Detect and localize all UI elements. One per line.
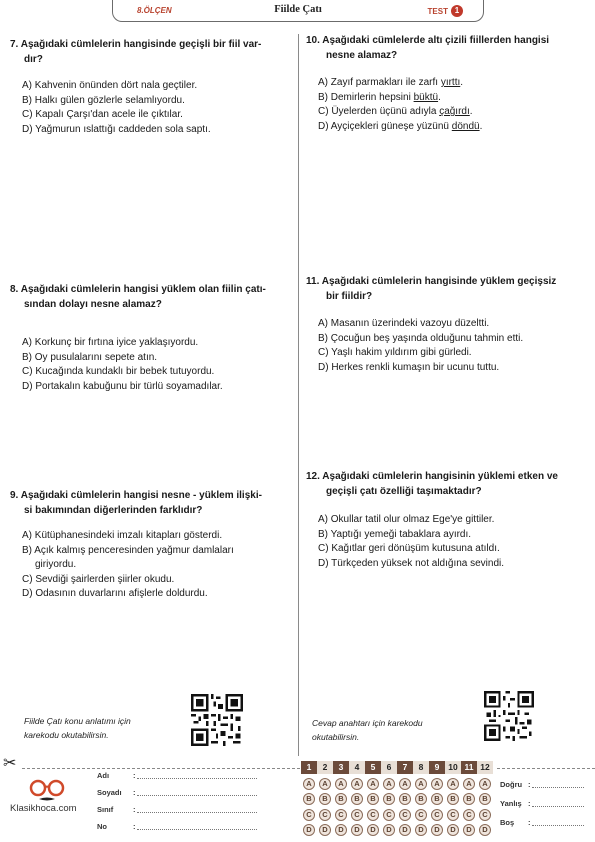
bubble-row	[301, 776, 495, 791]
option-c[interactable]: C) Kapalı Çarşı'dan acele ile çıktılar.	[22, 109, 183, 120]
options-list	[306, 76, 591, 134]
answer-bubble[interactable]: C	[413, 807, 429, 822]
answer-bubble[interactable]: C	[333, 807, 349, 822]
option-a[interactable]: A) Kahvenin önünden dört nala geçtiler.	[22, 80, 198, 91]
score-wrong[interactable]: Yanlış :	[500, 797, 590, 816]
question-number: 11	[461, 761, 477, 774]
answer-bubble[interactable]: B	[397, 792, 413, 807]
answer-bubble[interactable]: B	[445, 792, 461, 807]
answer-bubble[interactable]: C	[477, 807, 493, 822]
question-12	[306, 470, 591, 571]
option-d[interactable]: D) Portakalın kabuğunu bir türlü soyamadılar.	[22, 380, 223, 392]
option-c[interactable]: C) Kağıtlar geri dönüşüm kutusuna atıldı.	[318, 543, 500, 554]
answer-bubble[interactable]: D	[381, 823, 397, 838]
qr-note-lesson: Fiilde Çatı konu anlatımı için karekodu okutabilirsin.	[24, 716, 131, 740]
options-list	[10, 336, 292, 394]
answer-bubble[interactable]: C	[365, 807, 381, 822]
question-number: 9	[429, 761, 445, 774]
option-b[interactable]: B) Açık kalmış penceresinden yağmur damlaları giriyordu.	[22, 544, 234, 570]
answer-bubble[interactable]: A	[317, 776, 333, 791]
answer-bubble[interactable]: D	[317, 823, 333, 838]
answer-bubble[interactable]: A	[461, 776, 477, 791]
logo-text: Klasikhoca.com	[10, 803, 77, 814]
question-title: 7. Aşağıdaki cümlelerin hangisinde geçişli bir fiil var- dır?	[10, 39, 262, 65]
question-number: 10	[445, 761, 461, 774]
option-d[interactable]: D) Herkes renkli kumaşın bir ucunu tuttu.	[318, 361, 500, 373]
answer-bubble[interactable]: D	[445, 823, 461, 838]
score-box	[500, 778, 590, 835]
answer-bubble[interactable]: A	[333, 776, 349, 791]
field-name[interactable]: Adı :	[97, 768, 297, 785]
scissors-icon: ✂	[3, 755, 17, 772]
options-list	[10, 79, 292, 137]
option-c[interactable]: C) Üyelerden üçünü adıyla çağırdı.	[318, 106, 473, 117]
qr-note-answers: Cevap anahtarı için karekodu okutabilirsin.	[312, 718, 423, 742]
option-a[interactable]: A) Masanın üzerindeki vazoyu düzeltti.	[318, 318, 490, 329]
option-d[interactable]: D) Yağmurun ıslattığı caddeden sola saptı.	[22, 123, 211, 135]
options-list	[10, 529, 292, 602]
answer-numbers	[301, 761, 495, 774]
answer-bubble[interactable]: A	[397, 776, 413, 791]
question-number: 6	[381, 761, 397, 774]
question-number: 4	[349, 761, 365, 774]
option-b[interactable]: B) Oy pusulalarını sepete atın.	[22, 351, 158, 363]
answer-bubble[interactable]: D	[301, 823, 317, 838]
answer-bubble[interactable]: C	[381, 807, 397, 822]
answer-bubble[interactable]: C	[317, 807, 333, 822]
test-badge	[428, 5, 463, 17]
question-number: 1	[301, 761, 317, 774]
question-title: 8. Aşağıdaki cümlelerin hangisi yüklem olan fiilin çatı- sından dolayı nesne alamaz?	[10, 284, 266, 310]
question-8	[10, 283, 292, 394]
answer-bubble[interactable]: C	[429, 807, 445, 822]
option-a[interactable]: A) Okullar tatil olur olmaz Ege'ye gittiler.	[318, 514, 495, 525]
answer-bubble[interactable]: A	[381, 776, 397, 791]
question-number: 2	[317, 761, 333, 774]
option-b[interactable]: B) Çocuğun beş yaşında olduğunu tahmin etti.	[318, 332, 524, 344]
answer-bubble[interactable]: A	[349, 776, 365, 791]
question-title: 12. Aşağıdaki cümlelerin hangisinin yüklemi etken ve geçişli çatı özelliği taşımaktadır?	[306, 471, 558, 497]
bubble-row	[301, 823, 495, 838]
answer-bubble[interactable]: B	[317, 792, 333, 807]
answer-bubble[interactable]: B	[333, 792, 349, 807]
answer-bubble[interactable]: D	[349, 823, 365, 838]
answer-bubble[interactable]: B	[477, 792, 493, 807]
answer-bubble[interactable]: C	[445, 807, 461, 822]
question-number: 8	[413, 761, 429, 774]
answer-bubble[interactable]: B	[301, 792, 317, 807]
answer-bubble[interactable]: D	[397, 823, 413, 838]
answer-bubble[interactable]: B	[461, 792, 477, 807]
answer-bubble[interactable]: A	[429, 776, 445, 791]
answer-bubble[interactable]: D	[429, 823, 445, 838]
answer-bubble[interactable]: B	[429, 792, 445, 807]
field-class[interactable]: Sınıf :	[97, 802, 297, 819]
header-left-label: 8.ÖLÇEN	[137, 6, 172, 15]
answer-bubble[interactable]: D	[477, 823, 493, 838]
test-label: TEST	[427, 6, 448, 16]
option-b[interactable]: B) Demirlerin hepsini büktü.	[318, 91, 441, 103]
answer-bubble[interactable]: B	[413, 792, 429, 807]
option-d[interactable]: D) Odasının duvarlarını afişlerle doldurdu.	[22, 588, 208, 599]
question-number: 12	[477, 761, 493, 774]
question-9	[10, 489, 292, 602]
field-surname[interactable]: Soyadı :	[97, 785, 297, 802]
option-c[interactable]: C) Sevdiği şairlerden şiirler okudu.	[22, 573, 175, 585]
option-c[interactable]: C) Yaşlı hakim yıldırım gibi gürledi.	[318, 347, 472, 358]
answer-bubble[interactable]: C	[349, 807, 365, 822]
qr-code-answers[interactable]	[484, 691, 534, 741]
answer-bubble[interactable]: D	[413, 823, 429, 838]
question-title: 10. Aşağıdaki cümlelerde altı çizili fiillerden hangisi nesne alamaz?	[306, 35, 550, 61]
qr-code-lesson[interactable]	[191, 694, 243, 746]
option-a[interactable]: A) Kütüphanesindeki imzalı kitapları gösterdi.	[22, 530, 223, 541]
option-d[interactable]: D) Ayçiçekleri güneşe yüzünü döndü.	[318, 120, 483, 132]
test-number: 1	[451, 5, 463, 17]
answer-bubble[interactable]: A	[301, 776, 317, 791]
column-divider	[298, 34, 299, 756]
question-7	[10, 38, 292, 137]
question-title: 9. Aşağıdaki cümlelerin hangisi nesne - yüklem ilişki- si bakımından diğerlerinden farklıdır?	[10, 490, 262, 516]
answer-bubble[interactable]: B	[349, 792, 365, 807]
answer-bubble[interactable]: A	[365, 776, 381, 791]
bubble-row	[301, 807, 495, 822]
field-number[interactable]: No :	[97, 819, 297, 836]
option-a[interactable]: A) Korkunç bir fırtına iyice yaklaşıyordu.	[22, 337, 199, 348]
answer-bubble[interactable]: A	[413, 776, 429, 791]
page-title: Fiilde Çatı	[274, 4, 322, 15]
answer-bubble[interactable]: C	[301, 807, 317, 822]
answer-bubble[interactable]: B	[381, 792, 397, 807]
question-number: 7	[397, 761, 413, 774]
option-a[interactable]: A) Zayıf parmakları ile zarfı yırttı.	[318, 77, 464, 88]
question-11	[306, 275, 591, 375]
answer-bubble[interactable]: C	[397, 807, 413, 822]
question-number: 3	[333, 761, 349, 774]
answer-bubble[interactable]: D	[333, 823, 349, 838]
option-b[interactable]: B) Halkı gülen gözlerle selamlıyordu.	[22, 94, 185, 106]
bubble-row	[301, 792, 495, 807]
student-info	[97, 768, 297, 836]
page-header	[112, 0, 484, 22]
answer-bubble[interactable]: B	[365, 792, 381, 807]
question-title: 11. Aşağıdaki cümlelerin hangisinde yüklem geçişsiz bir fiildir?	[306, 276, 557, 302]
answer-sheet	[301, 761, 495, 839]
score-blank[interactable]: Boş :	[500, 816, 590, 835]
question-10	[306, 34, 591, 134]
question-number: 5	[365, 761, 381, 774]
option-c[interactable]: C) Kucağında kundaklı bir bebek tutuyordu.	[22, 366, 215, 377]
answer-bubble[interactable]: C	[461, 807, 477, 822]
answer-bubble[interactable]: D	[461, 823, 477, 838]
options-list	[306, 513, 591, 571]
options-list	[306, 317, 591, 375]
answer-bubble[interactable]: D	[365, 823, 381, 838]
option-d[interactable]: D) Türkçeden yüksek not aldığına sevindi.	[318, 557, 505, 569]
option-b[interactable]: B) Yaptığı yemeği tabaklara ayırdı.	[318, 528, 472, 540]
answer-bubble[interactable]: A	[477, 776, 493, 791]
score-correct[interactable]: Doğru :	[500, 778, 590, 797]
answer-bubble[interactable]: A	[445, 776, 461, 791]
